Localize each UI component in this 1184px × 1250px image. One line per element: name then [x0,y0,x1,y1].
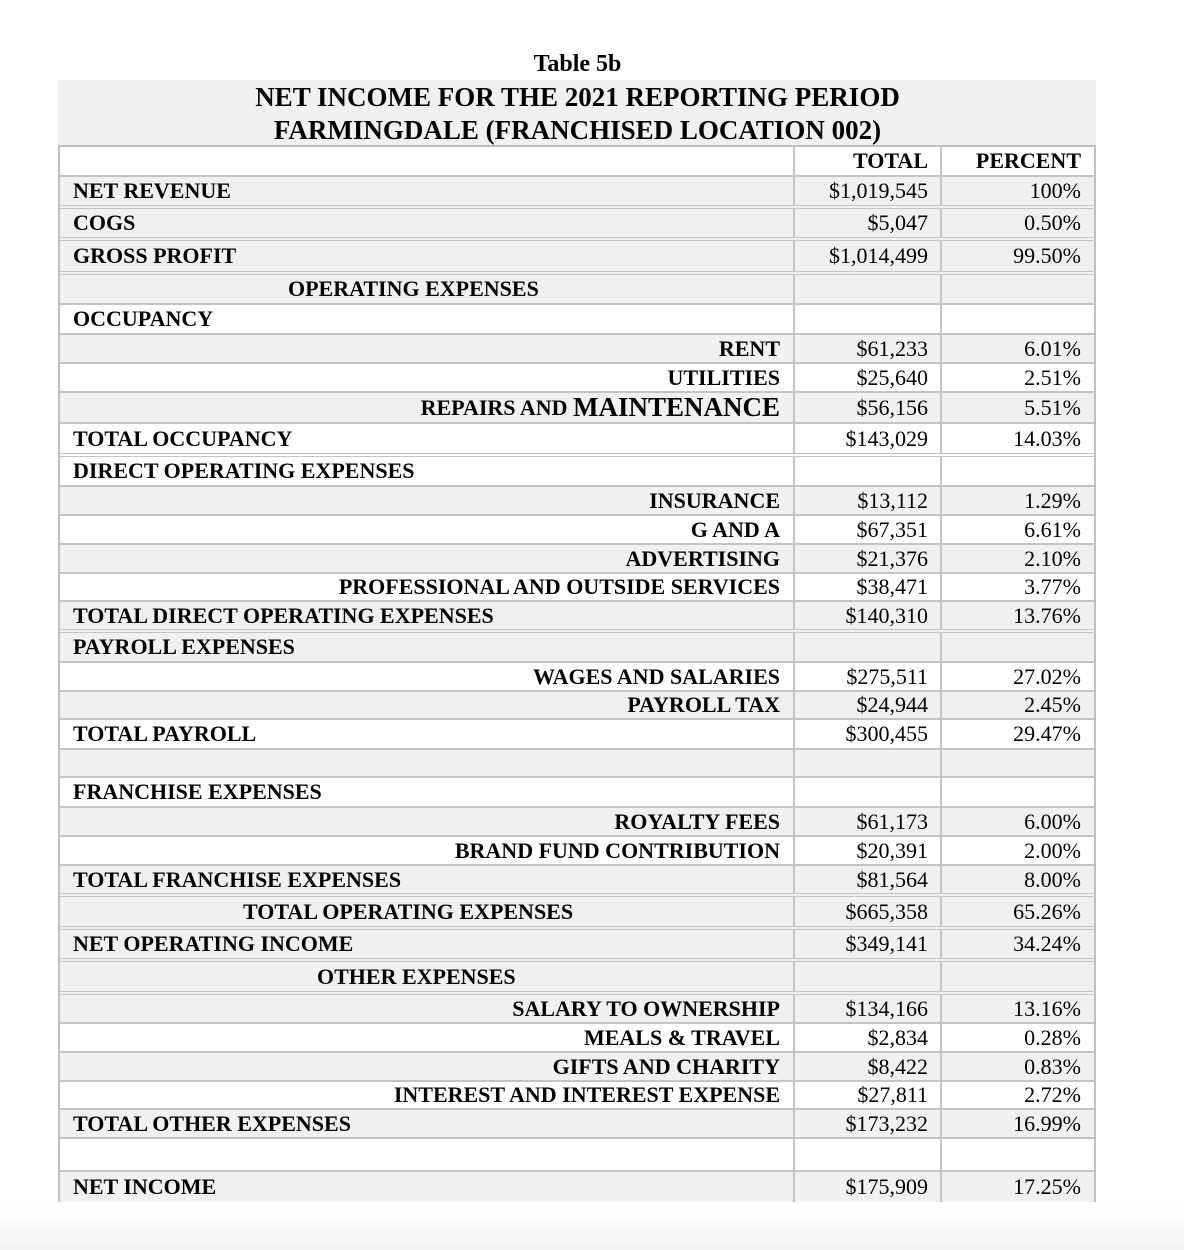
row-percent: 2.10% [940,545,1094,572]
row-percent [940,633,1094,661]
row-label-part2: MAINTENANCE [572,392,780,422]
row-label [60,750,793,776]
row-percent [940,750,1094,776]
row-total: $61,233 [793,335,940,362]
row-label: PAYROLL EXPENSES [73,634,295,659]
row-total: $8,422 [793,1053,940,1080]
row-label: NET REVENUE [73,178,231,203]
row-label: MEALS & TRAVEL [583,1024,780,1050]
row-percent: 3.77% [940,574,1094,600]
row-label-part1: REPAIRS AND [420,394,573,420]
row-total: $140,310 [793,602,940,629]
row-label: NET INCOME [73,1174,217,1199]
row-label: FRANCHISE EXPENSES [73,779,322,804]
table-row-professional-services [60,574,1094,602]
row-label: G AND A [690,516,780,542]
row-percent: 65.26% [940,897,1094,926]
row-label: WAGES AND SALARIES [533,663,780,689]
row-total: $173,232 [793,1110,940,1137]
table-caption: Table 5b [533,51,622,77]
row-total: $67,351 [793,516,940,543]
row-percent: 16.99% [940,1110,1094,1137]
row-label: GROSS PROFIT [73,243,237,268]
row-total: $300,455 [793,720,940,748]
row-total: $21,376 [793,545,940,572]
table-row-meals-travel [60,1024,1094,1053]
row-label: ROYALTY FEES [614,808,780,834]
row-percent [940,1139,1094,1170]
row-percent: 14.03% [940,424,1094,453]
row-total: $1,014,499 [793,241,940,271]
row-label: BRAND FUND CONTRIBUTION [454,837,780,863]
row-total: $20,391 [793,837,940,864]
header-percent: PERCENT [940,147,1094,175]
table-row-cogs [60,209,1094,241]
row-label: TOTAL OTHER EXPENSES [73,1110,351,1136]
row-label: TOTAL PAYROLL [73,721,257,746]
row-percent: 2.00% [940,837,1094,864]
table-row-spacer [60,750,1094,778]
row-label [60,1139,793,1170]
table-row-other-expenses-heading [60,962,1094,995]
row-label: SALARY TO OWNERSHIP [512,995,780,1021]
row-label: PROFESSIONAL AND OUTSIDE SERVICES [338,574,780,599]
row-percent: 6.01% [940,335,1094,362]
table-row-rent [60,335,1094,364]
row-total: $13,112 [793,487,940,514]
table-row-total-direct-operating [60,602,1094,633]
row-total: $1,019,545 [793,177,940,205]
row-total: $27,811 [793,1082,940,1108]
row-percent: 1.29% [940,487,1094,514]
row-percent: 13.16% [940,995,1094,1022]
row-total: $38,471 [793,574,940,600]
table-row-royalty-fees [60,808,1094,837]
table-row-payroll-heading [60,633,1094,663]
table-row-total-other-expenses [60,1110,1094,1139]
row-label: GIFTS AND CHARITY [552,1053,780,1079]
row-total [793,275,940,303]
table-row-gifts-charity [60,1053,1094,1082]
income-statement-table [58,145,1096,1202]
row-percent: 17.25% [940,1172,1094,1202]
row-label: INSURANCE [649,487,780,513]
row-total [793,1139,940,1170]
row-percent [940,778,1094,806]
report-title: NET INCOME FOR THE 2021 REPORTING PERIOD [255,82,900,112]
row-total: $5,047 [793,209,940,237]
table-row-operating-expenses-heading [60,275,1094,305]
row-total: $81,564 [793,866,940,893]
row-label: TOTAL OPERATING EXPENSES [243,898,574,924]
row-percent: 5.51% [940,393,1094,422]
row-percent: 34.24% [940,930,1094,958]
table-row-advertising [60,545,1094,574]
row-label: TOTAL OCCUPANCY [73,425,293,451]
row-percent: 2.51% [940,364,1094,391]
row-total [793,633,940,661]
row-label: NET OPERATING INCOME [73,931,354,956]
row-total: $61,173 [793,808,940,835]
row-percent: 13.76% [940,602,1094,629]
table-row-payroll-tax [60,692,1094,720]
table-row-spacer [60,1139,1094,1172]
table-row-interest-expense [60,1082,1094,1110]
table-row-total-payroll [60,720,1094,750]
row-label: UTILITIES [667,364,780,390]
row-total [793,750,940,776]
row-percent [940,962,1094,991]
row-label: COGS [73,210,136,235]
row-percent: 6.61% [940,516,1094,543]
row-total: $143,029 [793,424,940,453]
row-label: OCCUPANCY [73,306,214,331]
row-percent: 6.00% [940,808,1094,835]
row-label [60,393,793,422]
table-row-gross-profit [60,241,1094,275]
table-row-utilities [60,364,1094,393]
row-percent: 100% [940,177,1094,205]
report-subtitle: FARMINGDALE (FRANCHISED LOCATION 002) [273,115,882,145]
row-percent: 29.47% [940,720,1094,748]
table-row-total-operating [60,897,1094,930]
row-percent [940,275,1094,303]
row-label: ADVERTISING [625,545,780,571]
row-percent: 99.50% [940,241,1094,271]
row-total: $2,834 [793,1024,940,1051]
row-label: OTHER EXPENSES [317,963,516,989]
row-percent: 0.50% [940,209,1094,237]
table-row-total-occupancy [60,424,1094,457]
row-label: TOTAL DIRECT OPERATING EXPENSES [73,602,494,628]
table-row-net-income [60,1172,1094,1202]
table-row-wages-salaries [60,663,1094,692]
row-total: $24,944 [793,692,940,718]
row-total: $56,156 [793,393,940,422]
row-label: DIRECT OPERATING EXPENSES [73,458,415,483]
row-label: INTEREST AND INTEREST EXPENSE [393,1082,780,1107]
table-row-repairs-maintenance [60,393,1094,424]
row-total: $175,909 [793,1172,940,1202]
table-row-occupancy-heading [60,305,1094,335]
table-row-g-and-a [60,516,1094,545]
table-row-total-franchise [60,866,1094,897]
row-percent [940,305,1094,333]
row-percent: 8.00% [940,866,1094,893]
row-total: $665,358 [793,897,940,926]
table-row-insurance [60,487,1094,516]
row-total: $275,511 [793,663,940,690]
row-percent: 2.45% [940,692,1094,718]
row-label: TOTAL FRANCHISE EXPENSES [73,866,402,892]
row-total [793,305,940,333]
row-total [793,778,940,806]
table-row-net-operating-income [60,930,1094,962]
row-percent [940,457,1094,485]
row-label: RENT [718,335,780,361]
row-percent: 27.02% [940,663,1094,690]
row-percent: 0.83% [940,1053,1094,1080]
row-total [793,457,940,485]
page-bottom-shadow [0,1205,1184,1250]
table-row-brand-fund [60,837,1094,866]
row-total [793,962,940,991]
table-row-net-revenue [60,177,1094,209]
table-row-direct-operating-heading [60,457,1094,487]
row-total: $25,640 [793,364,940,391]
row-percent: 2.72% [940,1082,1094,1108]
row-percent: 0.28% [940,1024,1094,1051]
header-label [60,147,793,175]
row-total: $349,141 [793,930,940,958]
row-label: PAYROLL TAX [627,692,780,717]
row-total: $134,166 [793,995,940,1022]
table-row-franchise-heading [60,778,1094,808]
table-header-row [60,147,1094,177]
table-row-salary-ownership [60,995,1094,1024]
header-total: TOTAL [793,147,940,175]
row-label: OPERATING EXPENSES [288,276,539,301]
